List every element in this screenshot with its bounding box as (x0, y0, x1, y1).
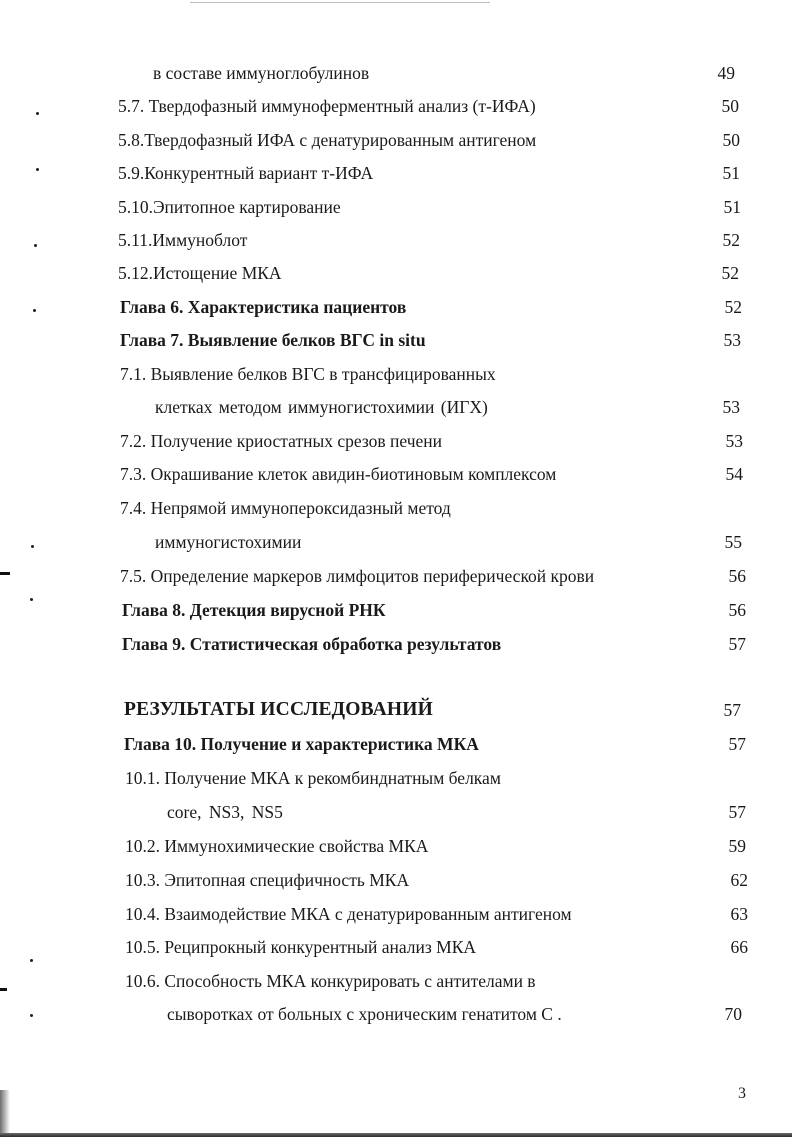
scan-top-line (190, 2, 490, 3)
toc-entry-text: 5.11.Иммуноблот (118, 230, 248, 250)
toc-entry (0, 800, 792, 824)
toc-entry-page: 52 (724, 297, 742, 317)
toc-entry-page: 55 (724, 532, 742, 552)
toc-entry (0, 195, 792, 219)
toc-entry-page: 52 (722, 230, 740, 250)
toc-entry (0, 935, 792, 959)
toc-entry-page: 70 (724, 1004, 742, 1024)
toc-entry-page: 57 (728, 634, 746, 654)
toc-entry-page: 54 (725, 464, 743, 484)
toc-entry-page: 57 (728, 734, 746, 754)
toc-entry-text: Глава 6. Характеристика пациентов (120, 297, 407, 317)
toc-entry (0, 328, 792, 352)
toc-entry-text: сыворотках от больных с хроническим генатитом С . (167, 1004, 562, 1024)
toc-entry-page: 51 (722, 163, 740, 183)
toc-entry (0, 564, 792, 588)
page-number: 3 (738, 1085, 746, 1102)
toc-entry-page: 53 (723, 330, 741, 350)
toc-entry-text: 10.2. Иммунохимические свойства МКА (125, 836, 429, 856)
toc-entry (0, 362, 792, 386)
toc-entry (0, 462, 792, 486)
toc-entry-page: 49 (717, 63, 735, 83)
toc-entry (0, 261, 792, 285)
toc-entry-text: 10.1. Получение МКА к рекомбинднатным белкам (125, 768, 501, 788)
toc-entry (0, 429, 792, 453)
toc-entry (0, 868, 792, 892)
toc-section-heading (0, 698, 792, 722)
toc-entry-page: 62 (730, 870, 748, 890)
toc-entry-text: 7.1. Выявление белков ВГС в трансфицированных (120, 364, 496, 384)
toc-entry (0, 1002, 792, 1026)
toc-entry (0, 969, 792, 993)
toc-entry-page: 50 (722, 130, 740, 150)
toc-entry-text: Глава 7. Выявление белков ВГС in situ (120, 330, 426, 350)
toc-entry (0, 228, 792, 252)
toc-entry (0, 395, 792, 419)
toc-entry-page: 53 (722, 397, 740, 417)
toc-entry (0, 834, 792, 858)
toc-entry-page: 51 (723, 197, 741, 217)
toc-entry-text: 5.7. Твердофазный иммуноферментный анализ (т-ИФА) (118, 96, 536, 116)
toc-entry (0, 732, 792, 756)
toc-entry-text: 10.4. Взаимодействие МКА с денатурированным антигеном (125, 904, 572, 924)
scan-speck (30, 959, 33, 962)
toc-entry (0, 902, 792, 926)
toc-entry-text: 5.10.Эпитопное картирование (118, 197, 341, 217)
toc-entry-text: 10.3. Эпитопная специфичность МКА (125, 870, 410, 890)
toc-entry-text: в составе иммуноглобулинов (153, 63, 370, 83)
toc-entry (0, 632, 792, 656)
toc-entry-page: 66 (730, 937, 748, 957)
toc-entry-page: 52 (721, 263, 739, 283)
toc-entry-text: 10.6. Способность МКА конкурировать с антителами в (125, 971, 536, 991)
scan-left-edge (0, 1090, 10, 1135)
toc-entry-text: 7.5. Определение маркеров лимфоцитов периферической крови (120, 566, 595, 586)
toc-entry-text: core, NS3, NS5 (167, 802, 283, 822)
toc-entry-text: иммуногистохимии (155, 532, 302, 552)
toc-entry (0, 598, 792, 622)
toc-entry (0, 128, 792, 152)
toc-entry-text: 5.9.Конкурентный вариант т-ИФА (118, 163, 374, 183)
toc-entry-page: 59 (728, 836, 746, 856)
toc-entry-page: 57 (723, 700, 741, 720)
toc-entry (0, 161, 792, 185)
toc-entry-page: 53 (725, 431, 743, 451)
toc-entry (0, 295, 792, 319)
toc-entry (0, 530, 792, 554)
toc-entry-text: 5.8.Твердофазный ИФА с денатурированным антигеном (118, 130, 537, 150)
toc-entry-text: 5.12.Истощение МКА (118, 263, 282, 283)
toc-entry (0, 496, 792, 520)
toc-entry-text: Глава 9. Статистическая обработка результатов (122, 634, 502, 654)
toc-entry-page: 56 (728, 600, 746, 620)
toc-entry-text: 7.3. Окрашивание клеток авидин-биотиновым комплексом (120, 464, 557, 484)
results-heading: РЕЗУЛЬТАТЫ ИССЛЕДОВАНИЙ (124, 699, 434, 720)
toc-entry-text: Глава 10. Получение и характеристика МКА (124, 734, 479, 754)
toc-entry-text: 7.2. Получение криостатных срезов печени (120, 431, 443, 451)
toc-entry-page: 50 (721, 96, 739, 116)
toc-entry (0, 61, 792, 85)
toc-entry (0, 94, 792, 118)
toc-entry-page: 57 (728, 802, 746, 822)
toc-entry-page: 63 (730, 904, 748, 924)
toc-entry-text: 10.5. Реципрокный конкурентный анализ МКА (125, 937, 477, 957)
toc-entry (0, 766, 792, 790)
toc-entry-text: Глава 8. Детекция вирусной РНК (122, 600, 386, 620)
toc-entry-text: клетках методом иммуногистохимии (ИГХ) (155, 397, 488, 417)
scan-bottom-edge (0, 1133, 792, 1137)
toc-entry-text: 7.4. Непрямой иммунопероксидазный метод (120, 498, 451, 518)
toc-entry-page: 56 (728, 566, 746, 586)
